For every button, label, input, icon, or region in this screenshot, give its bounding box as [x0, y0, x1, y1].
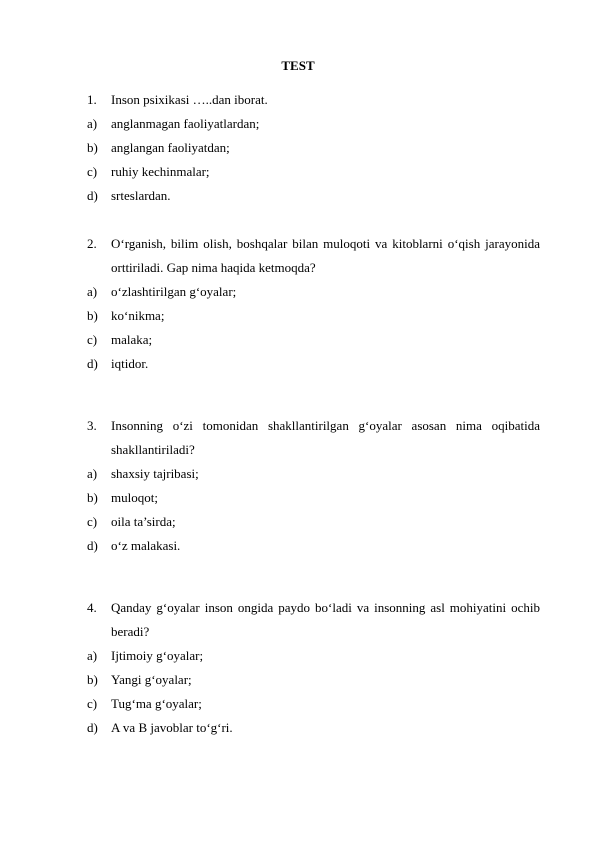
- option-1c: [87, 164, 540, 180]
- option-text: malaka;: [111, 332, 153, 347]
- option-text: A va B javoblar to‘g‘ri.: [111, 720, 233, 735]
- option-1b: [87, 140, 540, 156]
- option-text: srteslardan.: [111, 188, 171, 203]
- option-label: b): [87, 672, 98, 687]
- option-label: a): [87, 648, 98, 663]
- option-text: o‘zlashtirilgan g‘oyalar;: [111, 284, 237, 299]
- option-text: anglanmagan faoliyatlardan;: [111, 116, 260, 131]
- option-label: c): [87, 696, 98, 711]
- option-4d: [87, 720, 540, 736]
- option-text: anglangan faoliyatdan;: [111, 140, 230, 155]
- option-label: a): [87, 284, 98, 299]
- question-4-text-line2: beradi?: [111, 624, 150, 639]
- page-title: TEST: [281, 58, 315, 73]
- option-text: Ijtimoiy g‘oyalar;: [111, 648, 204, 663]
- option-2b: [87, 308, 540, 324]
- option-label: d): [87, 188, 98, 203]
- question-2-text-line1: O‘rganish, bilim olish, boshqalar bilan muloqoti va kitoblarni o‘qish jarayonida: [111, 236, 540, 251]
- option-3a: [87, 466, 540, 482]
- option-text: iqtidor.: [111, 356, 149, 371]
- question-2-number: 2.: [87, 236, 97, 251]
- option-3b: [87, 490, 540, 506]
- option-text: muloqot;: [111, 490, 158, 505]
- option-4a: [87, 648, 540, 664]
- option-2d: [87, 356, 540, 372]
- question-text: Inson psixikasi …..dan iborat.: [111, 92, 268, 107]
- question-3-text-line2: shakllantiriladi?: [111, 442, 195, 457]
- question-number: 1.: [87, 92, 97, 107]
- option-label: c): [87, 514, 98, 529]
- option-label: d): [87, 720, 98, 735]
- option-text: oila ta’sirda;: [111, 514, 176, 529]
- question-4-text-line1: Qanday g‘oyalar inson ongida paydo bo‘ladi va insonning asl mohiyatini ochib: [111, 600, 540, 615]
- question-2-text-line2: orttiriladi. Gap nima haqida ketmoqda?: [111, 260, 316, 275]
- option-label: b): [87, 490, 98, 505]
- option-label: a): [87, 466, 98, 481]
- option-text: ruhiy kechinmalar;: [111, 164, 210, 179]
- option-text: shaxsiy tajribasi;: [111, 466, 199, 481]
- option-label: d): [87, 538, 98, 553]
- option-label: b): [87, 308, 98, 323]
- option-4c: [87, 696, 540, 712]
- option-text: Yangi g‘oyalar;: [111, 672, 192, 687]
- option-text: o‘z malakasi.: [111, 538, 181, 553]
- option-label: d): [87, 356, 98, 371]
- option-1d: [87, 188, 540, 204]
- option-2c: [87, 332, 540, 348]
- option-2a: [87, 284, 540, 300]
- option-4b: [87, 672, 540, 688]
- option-text: ko‘nikma;: [111, 308, 165, 323]
- question-4-number: 4.: [87, 600, 97, 615]
- option-label: a): [87, 116, 98, 131]
- question-1: [87, 92, 540, 108]
- option-label: c): [87, 332, 98, 347]
- question-3-text-line1: Insonning o‘zi tomonidan shakllantirilgan g‘oyalar asosan nima oqibatida: [111, 418, 540, 433]
- question-3-number: 3.: [87, 418, 97, 433]
- option-3c: [87, 514, 540, 530]
- option-3d: [87, 538, 540, 554]
- option-1a: [87, 116, 540, 132]
- option-label: b): [87, 140, 98, 155]
- option-label: c): [87, 164, 98, 179]
- option-text: Tug‘ma g‘oyalar;: [111, 696, 202, 711]
